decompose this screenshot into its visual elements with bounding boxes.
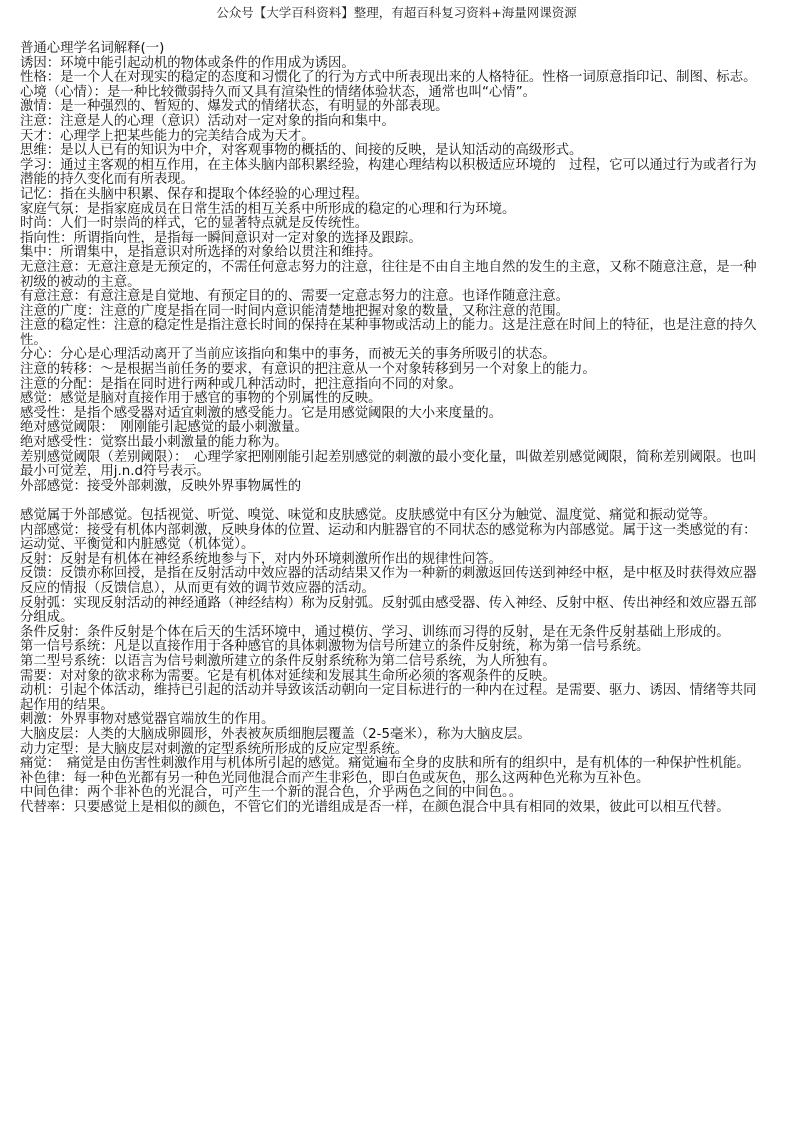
- term-entry: 指向性：所谓指向性，是指每一瞬间意识对一定对象的选择及跟踪。: [20, 230, 422, 246]
- term-entry: 补色律：每一种色光都有另一种色光同他混合而产生非彩色，即白色或灰色，那么这两种色光称为互补色。: [20, 770, 650, 786]
- term-entry: 无意注意：无意注意是无预定的，不需任何意志努力的注意，往往是不由自主地自然的发生的主意，又称不随意注意，是一种初级的被动的主意。: [20, 259, 757, 290]
- term-entry: 动力定型：是大脑皮层对刺激的定型系统所形成的反应定型系统。: [20, 741, 409, 757]
- term-entry: 感受性：是指个感受器对适宜刺激的感受能力。它是用感觉阈限的大小来度量的。: [20, 405, 503, 421]
- term-entry: 外部感觉：接受外部刺激，反映外界事物属性的: [20, 478, 302, 494]
- term-entry: 代替率：只要感觉上是相似的颜色，不管它们的光谱组成是否一样，在颜色混合中具有相同的效果，彼此可以相互代替。: [20, 799, 730, 815]
- term-entry: 刺激：外界事物对感觉器官端放生的作用。: [20, 712, 275, 728]
- term-entry: 感觉属于外部感觉。包括视觉、听觉、嗅觉、味觉和皮肤感觉。皮肤感觉中有区分为触觉、温度觉、痛觉和振动觉等。: [20, 508, 717, 523]
- term-entry: 大脑皮层：人类的大脑成卵圆形，外表被灰质细胞层覆盖（2-5毫米），称为大脑皮层。: [20, 726, 531, 742]
- term-entry: 性格：是一个人在对现实的稳定的态度和习惯化了的行为方式中所表现出来的人格特征。性格一词原意指印记、制图、标志。: [20, 70, 757, 86]
- term-entry: 条件反射：条件反射是个体在后天的生活环境中，通过模仿、学习、训练而习得的反射，是在无条件反射基础上形成的。: [20, 624, 730, 640]
- term-entry: 家庭气氛：是指家庭成员在日常生活的相互关系中所形成的稳定的心理和行为环境。: [20, 201, 516, 217]
- page-header: 公众号【大学百科资料】整理，有超百科复习资料+海量网课资源: [216, 5, 577, 20]
- term-entry: 反馈：反馈亦称回授，是指在反射活动中效应器的活动结果又作为一种新的刺激返回传送到神经中枢，是中枢及时获得效应器反应的情报（反馈信息），从而更有效的调节效应器的活动。: [20, 566, 757, 596]
- term-entry: 痛觉： 痛觉是由伤害性刺激作用与机体所引起的感觉。痛觉遍布全身的皮肤和所有的组织中，是有机体的一种保护性机能。: [20, 756, 750, 772]
- term-entry: 注意：注意是人的心理（意识）活动对一定对象的指向和集中。: [20, 113, 395, 129]
- term-entry: 诱因：环境中能引起动机的物体或条件的作用成为诱因。: [20, 55, 355, 71]
- term-entry: 注意的分配：是指在同时进行两种或几种活动时，把注意指向不同的对象。: [20, 376, 462, 392]
- term-entry: 学习：通过主客观的相互作用，在主体头脑内部积累经验，构建心理结构以积极适应环境的 过程，它可以通过行为或者行为潜能的持久变化而有所表现。: [20, 157, 757, 188]
- term-entry: 绝对感觉阈限： 刚刚能引起感觉的最小刺激量。: [20, 420, 308, 436]
- term-entry: 绝对感受性：觉察出最小刺激量的能力称为。: [20, 435, 288, 451]
- term-entry: 思维：是以人已有的知识为中介，对客观事物的概括的、间接的反映，是认知活动的高级形式。: [20, 143, 583, 159]
- term-entry: 分心：分心是心理活动离开了当前应该指向和集中的事务，而被无关的事务所吸引的状态。: [20, 347, 556, 363]
- paragraph-gap: [20, 494, 765, 509]
- term-entry: 集中：所谓集中，是指意识对所选择的对象给以贯注和维持。: [20, 245, 382, 261]
- term-entry: 时尚：人们一时崇尚的样式，它的显著特点就是反传统性。: [20, 216, 369, 232]
- term-entry: 天才：心理学上把某些能力的完美结合成为天才。: [20, 128, 315, 144]
- term-entry: 内部感觉：接受有机体内部刺激，反映身体的位置、运动和内脏器官的不同状态的感觉称为内部感觉。属于这一类感觉的有：运动觉、平衡觉和内脏感觉（机体觉）。: [20, 522, 757, 553]
- term-entry: 差别感觉阈限（差别阈限）： 心理学家把刚刚能引起差别感觉的刺激的最小变化量，叫做差别感觉阈限，简称差别阈限。也叫最小可觉差，用j.n.d符号表示。: [20, 449, 757, 480]
- document-body: [20, 42, 765, 815]
- term-entry: 反射弧：实现反射活动的神经通路（神经结构）称为反射弧。反射弧由感受器、传入神经、反射中枢、传出神经和效应器五部分组成。: [20, 595, 757, 626]
- term-entry: 注意的稳定性：注意的稳定性是指注意长时间的保持在某种事物或活动上的能力。这是注意在时间上的特征，也是注意的持久性。: [20, 318, 757, 348]
- term-entry: 中间色律：两个非补色的光混合，可产生一个新的混合色，介乎两色之间的中间色。。: [20, 785, 523, 801]
- term-entry: 需要：对对象的欲求称为需要。它是有机体对延续和发展其生命所必须的客观条件的反映。: [20, 668, 556, 684]
- term-entry: 激情：是一种强烈的、暂短的、爆发式的情绪状态，有明显的外部表现。: [20, 99, 449, 115]
- document-title: 普通心理学名词解释(一): [20, 41, 165, 56]
- term-entry: 记忆：指在头脑中积累、保存和提取个体经验的心理过程。: [20, 186, 369, 202]
- term-entry: 第一信号系统：凡是以直接作用于各种感官的具体刺激物为信号所建立的条件反射统，称为第一信号系统。: [20, 639, 650, 655]
- term-entry: 动机：引起个体活动，维持已引起的活动并导致该活动朝向一定目标进行的一种内在过程。是需要、驱力、诱因、情绪等共同起作用的结果。: [20, 683, 757, 713]
- term-entry: 第二型号系统：以语言为信号刺激所建立的条件反射系统称为第二信号系统，为人所独有。: [20, 653, 556, 669]
- term-entry: 注意的广度：注意的广度是指在同一时间内意识能清楚地把握对象的数量，又称注意的范围。: [20, 303, 570, 319]
- term-entry: 有意注意：有意注意是自觉地、有预定目的的、需要一定意志努力的注意。也译作随意注意。: [20, 289, 570, 305]
- term-entry: 注意的转移：～是根据当前任务的要求，有意识的把注意从一个对象转移到另一个对象上的能力。: [20, 362, 596, 378]
- term-entry: 感觉：感觉是脑对直接作用于感官的事物的个别属性的反映。: [20, 391, 382, 407]
- term-entry: 反射：反射是有机体在神经系统地参与下，对内外环境刺激所作出的规律性问答。: [20, 551, 503, 567]
- term-entry: 心境（心情）：是一种比较微弱持久而又具有渲染性的情绪体验状态，通常也叫“心情”。: [20, 84, 537, 100]
